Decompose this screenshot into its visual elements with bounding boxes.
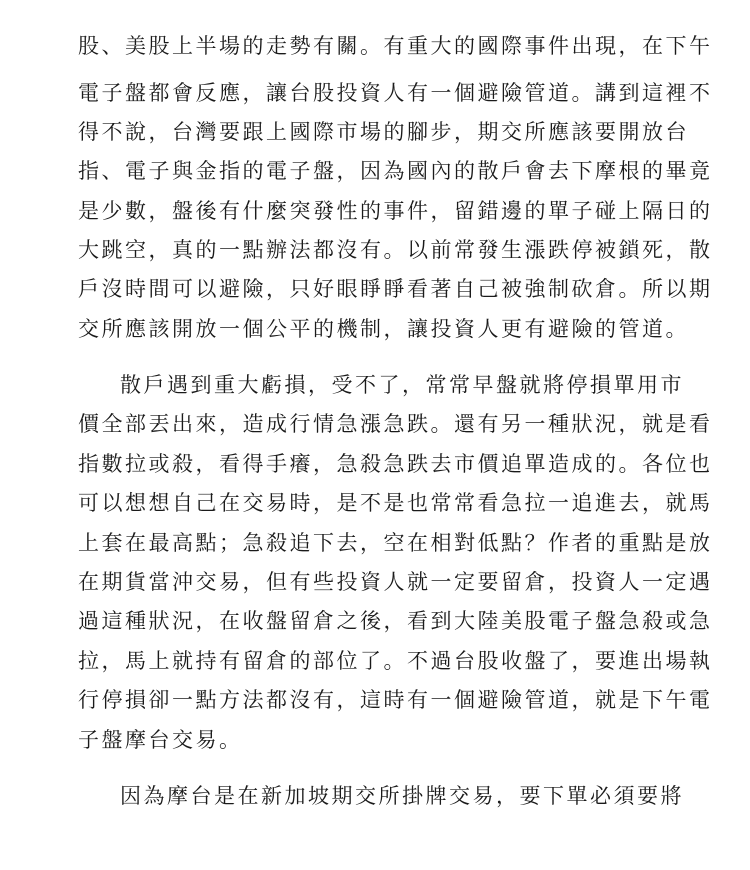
text-line: 散戶遇到重大虧損，受不了，常常早盤就將停損單用市 [120, 373, 684, 397]
text-line: 大跳空，真的一點辦法都沒有。以前常發生漲跌停被鎖死，散 [78, 238, 713, 262]
text-line: 因為摩台是在新加坡期交所掛牌交易，要下單必須要將 [120, 784, 684, 808]
text-line: 上套在最高點；急殺追下去，空在相對低點？作者的重點是放 [78, 531, 713, 555]
text-line: 子盤摩台交易。 [78, 728, 243, 752]
text-line: 可以想想自己在交易時，是不是也常常看急拉一追進去，就馬 [78, 491, 713, 515]
text-line: 拉，馬上就持有留倉的部位了。不過台股收盤了，要進出場執 [78, 649, 713, 673]
text-line: 在期貨當沖交易，但有些投資人就一定要留倉，投資人一定遇 [78, 570, 713, 594]
text-line: 交所應該開放一個公平的機制，讓投資人更有避險的管道。 [78, 317, 689, 341]
text-line: 行停損卻一點方法都沒有，這時有一個避險管道，就是下午電 [78, 688, 713, 712]
text-line: 戶沒時間可以避險，只好眼睜睜看著自己被強制砍倉。所以期 [78, 277, 713, 301]
text-line: 過這種狀況，在收盤留倉之後，看到大陸美股電子盤急殺或急 [78, 609, 713, 633]
text-line: 是少數，盤後有什麼突發性的事件，留錯邊的單子碰上隔日的 [78, 199, 713, 223]
text-line: 指、電子與金指的電子盤，因為國內的散戶會去下摩根的畢竟 [78, 159, 713, 183]
text-line: 電子盤都會反應，讓台股投資人有一個避險管道。講到這裡不 [78, 81, 713, 105]
text-line: 指數拉或殺，看得手癢，急殺急跌去市價追單造成的。各位也 [78, 452, 713, 476]
text-line: 股、美股上半場的走勢有關。有重大的國際事件出現，在下午 [78, 34, 713, 58]
text-line: 價全部丟出來，造成行情急漲急跌。還有另一種狀況，就是看 [78, 412, 713, 436]
text-line: 得不說，台灣要跟上國際市場的腳步，期交所應該要開放台 [78, 120, 689, 144]
